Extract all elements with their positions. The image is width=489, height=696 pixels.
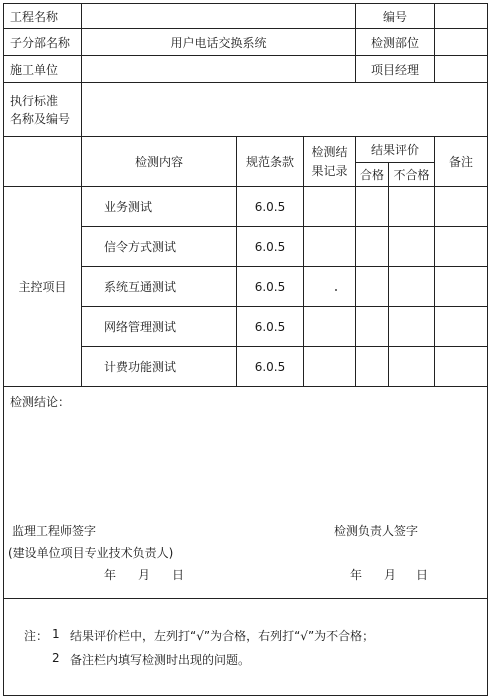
table-row [4,187,488,227]
row-record-cell[interactable] [304,307,356,347]
row-pass-cell[interactable] [356,347,389,387]
project-name-label: 工程名称 [4,4,82,29]
row-content: 信令方式测试 [82,227,237,267]
row-record-cell[interactable] [304,347,356,387]
section-label-main-control: 主控项目 [4,187,82,387]
project-manager-value[interactable] [435,56,488,83]
col-remark-header: 备注 [435,137,488,187]
row-fail-cell[interactable] [389,227,435,267]
col-record-line1: 检测结 [311,144,348,159]
row-content: 计费功能测试 [82,347,237,387]
row-content: 业务测试 [82,187,237,227]
row-fail-cell[interactable] [389,307,435,347]
supervisor-date-month: 月 [138,568,151,582]
row-clause: 6.0.5 [237,347,304,387]
row-remark-cell[interactable] [435,187,488,227]
test-department-label: 检测部位 [356,29,435,56]
note-2-text: 备注栏内填写检测时出现的问题。 [70,653,251,667]
row-content: 系统互通测试 [82,267,237,307]
col-record-header [304,137,356,187]
row-fail-cell[interactable] [389,267,435,307]
notes-section [4,599,488,696]
row-record-cell[interactable] [304,227,356,267]
inspector-date-year: 年 [350,568,363,582]
col-content-header: 检测内容 [82,137,237,187]
row-clause: 6.0.5 [237,307,304,347]
inspector-sign-label: 检测负责人签字 [334,524,419,538]
conclusion-label: 检测结论： [10,395,71,409]
col-evaluation-header: 结果评价 [356,137,435,163]
row-remark-cell[interactable] [435,347,488,387]
supervisor-sign-label: 监理工程师签字 [12,524,97,538]
row-content: 网络管理测试 [82,307,237,347]
note-2-number: 2 [52,651,60,665]
row-pass-cell[interactable] [356,187,389,227]
col-clause-header: 规范条款 [237,137,304,187]
supervisor-note: (建设单位项目专业技术负责人) [8,546,174,560]
row-pass-cell[interactable] [356,267,389,307]
row-remark-cell[interactable] [435,267,488,307]
row-record-cell[interactable] [304,267,356,307]
inspector-date-month: 月 [384,568,397,582]
section-header-blank [4,137,82,187]
note-1-text: 结果评价栏中，左列打“√”为合格，右列打“√”为不合格； [70,629,375,643]
stray-mark [335,289,337,291]
row-remark-cell[interactable] [435,307,488,347]
row-fail-cell[interactable] [389,187,435,227]
standard-label-line2: 名称及编号 [10,111,71,126]
test-department-value[interactable] [435,29,488,56]
row-clause: 6.0.5 [237,187,304,227]
row-fail-cell[interactable] [389,347,435,387]
row-pass-cell[interactable] [356,227,389,267]
col-record-line2: 果记录 [311,163,348,178]
row-pass-cell[interactable] [356,307,389,347]
subdivision-label: 子分部名称 [4,29,82,56]
number-label: 编号 [356,4,435,29]
row-clause: 6.0.5 [237,267,304,307]
construction-unit-label: 施工单位 [4,56,82,83]
conclusion-section [4,387,488,599]
inspection-record-table [3,3,488,696]
construction-unit-value[interactable] [82,56,356,83]
notes-prefix: 注： [24,629,49,643]
inspector-date-day: 日 [416,568,429,582]
standard-label [4,83,82,137]
col-pass-header: 合格 [356,163,389,187]
supervisor-date-year: 年 [104,568,117,582]
row-remark-cell[interactable] [435,227,488,267]
number-value[interactable] [435,4,488,29]
standard-value[interactable] [82,83,488,137]
note-1-number: 1 [52,627,60,641]
project-name-value[interactable] [82,4,356,29]
subdivision-value: 用户电话交换系统 [82,29,356,56]
standard-label-line1: 执行标准 [10,93,59,108]
row-record-cell[interactable] [304,187,356,227]
row-clause: 6.0.5 [237,227,304,267]
supervisor-date-day: 日 [172,568,185,582]
col-fail-header: 不合格 [389,163,435,187]
project-manager-label: 项目经理 [356,56,435,83]
